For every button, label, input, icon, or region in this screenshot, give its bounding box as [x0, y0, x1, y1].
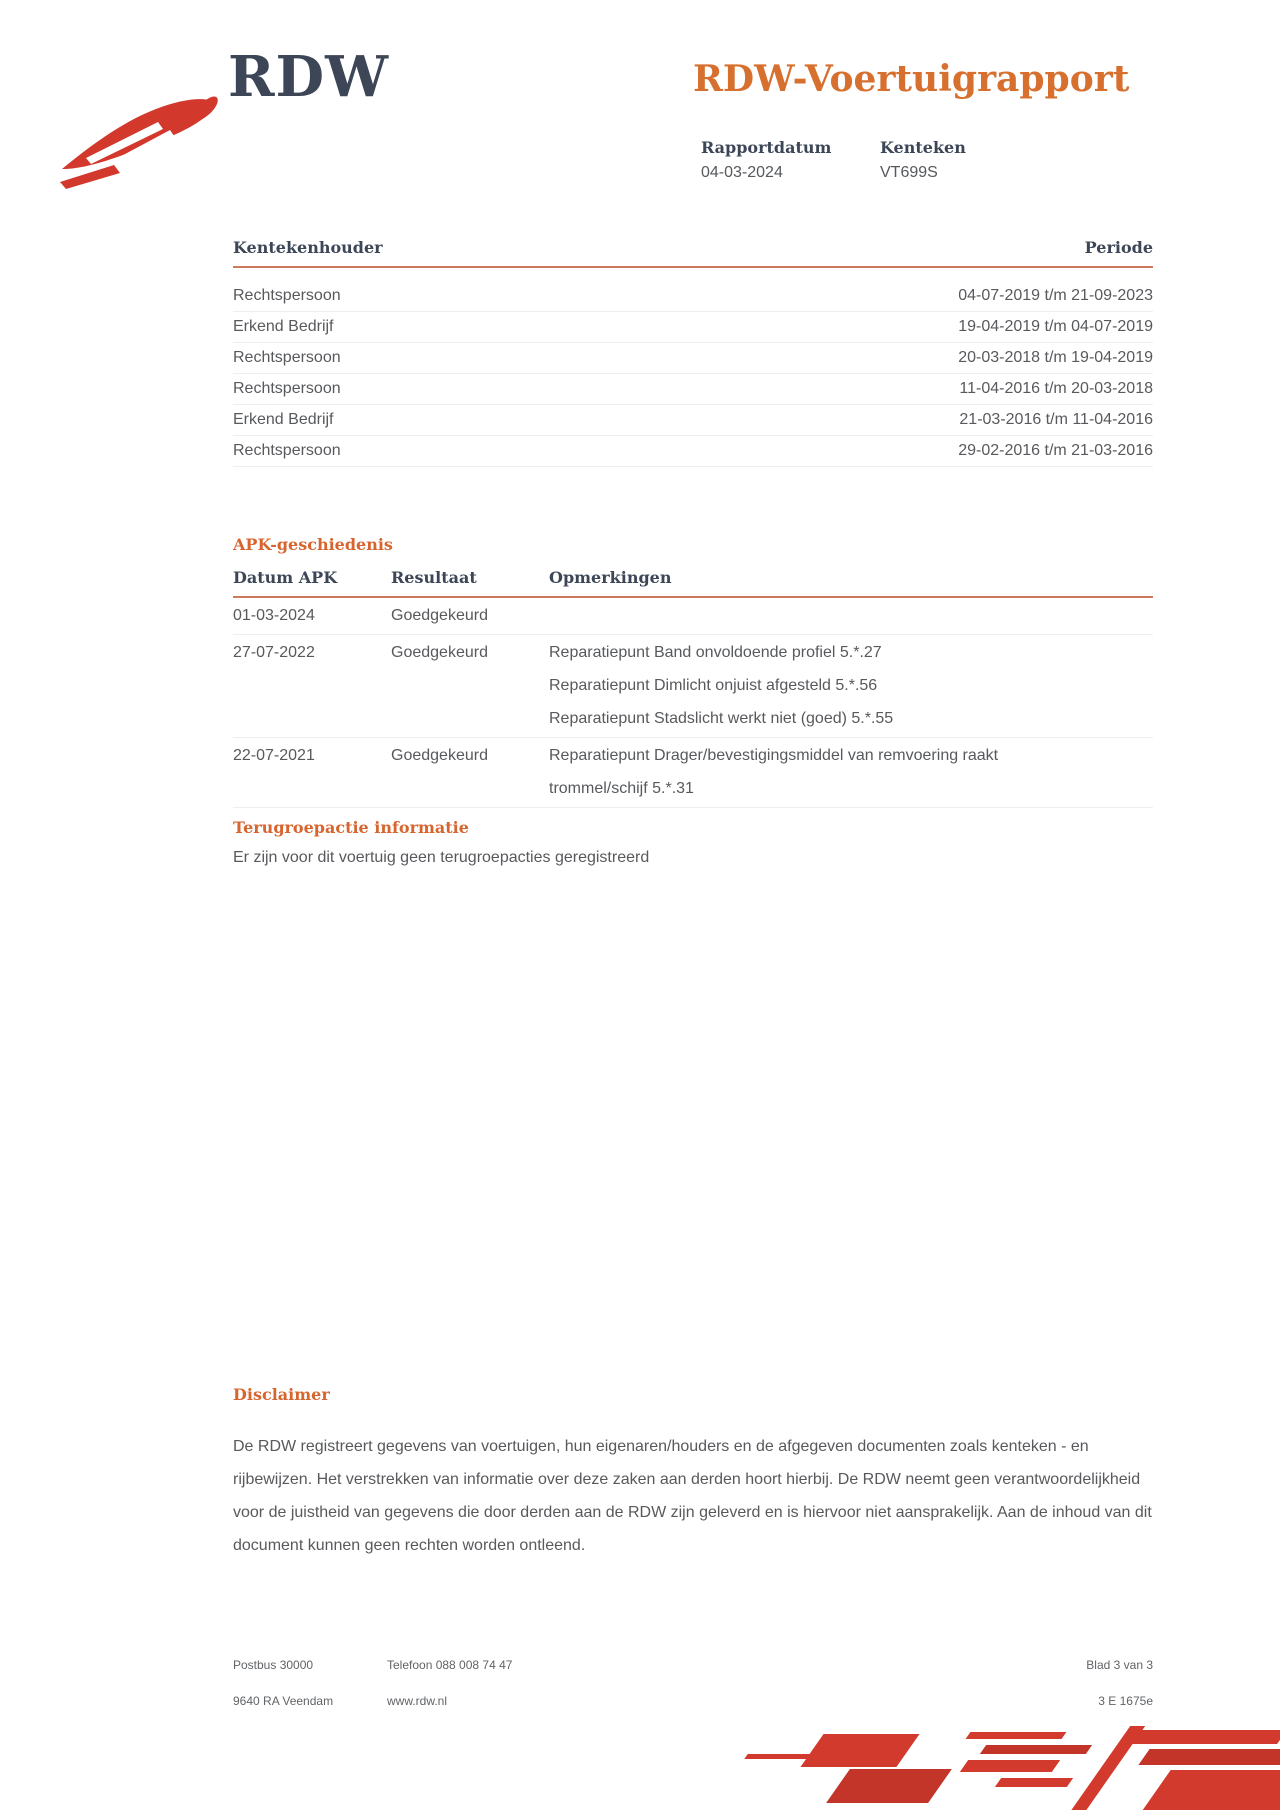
apk-history-section [233, 535, 1153, 808]
license-plate-value: VT699S [880, 164, 938, 181]
footer-page-number: Blad 3 van 3 [1086, 1658, 1153, 1672]
apk-date-cell: 27-07-2022 [233, 644, 315, 661]
disclaimer-section [233, 1385, 1153, 1562]
table-row [233, 343, 1153, 374]
recall-heading: Terugroepactie informatie [233, 818, 469, 837]
report-date-label: Rapportdatum [701, 138, 832, 157]
holder-cell: Rechtspersoon [233, 380, 341, 397]
holder-cell: Rechtspersoon [233, 287, 341, 304]
holder-cell: Rechtspersoon [233, 349, 341, 366]
period-cell: 04-07-2019 t/m 21-09-2023 [958, 287, 1153, 304]
holder-cell: Rechtspersoon [233, 442, 341, 459]
page-title: RDW-Voertuigrapport [693, 58, 1130, 100]
period-column-header: Periode [1084, 238, 1153, 257]
footer-row [233, 1658, 1153, 1672]
rdw-logo-wordmark: RDW [228, 44, 389, 110]
table-row [233, 436, 1153, 467]
apk-date-cell: 01-03-2024 [233, 607, 315, 624]
disclaimer-text: De RDW registreert gegevens van voertuigen, hun eigenaren/houders en de afgegeven documenten zoals kenteken - en rijbewijzen. Het verstrekken van informatie over deze zaken aan derden hoort hierbij. De RDW neemt geen verantwoordelijkheid voor de juistheid van gegevens die door derden aan de RDW zijn geleverd en is hiervoor niet aansprakelijk. Aan de inhoud van dit document kunnen geen rechten worden ontleend. [233, 1438, 1152, 1554]
rdw-wing-icon [56, 76, 226, 196]
license-plate-label: Kenteken [880, 138, 966, 157]
apk-section-heading: APK-geschiedenis [233, 535, 393, 554]
apk-result-cell: Goedgekeurd [391, 747, 488, 764]
apk-result-cell: Goedgekeurd [391, 644, 488, 661]
holder-cell: Erkend Bedrijf [233, 318, 334, 335]
table-row [233, 281, 1153, 312]
footer-address-line2: 9640 RA Veendam [233, 1694, 334, 1708]
holder-table-header [233, 238, 1153, 257]
remark-line: Reparatiepunt Dimlicht onjuist afgesteld 5.*.56 [549, 677, 878, 694]
table-row [233, 405, 1153, 436]
apk-table [233, 568, 1153, 808]
table-row [233, 312, 1153, 343]
period-cell: 29-02-2016 t/m 21-03-2016 [958, 442, 1153, 459]
remark-line: Reparatiepunt Stadslicht werkt niet (goed) 5.*.55 [549, 710, 894, 727]
table-row [233, 738, 1153, 808]
apk-table-header [233, 568, 1153, 598]
footer-address-line1: Postbus 30000 [233, 1658, 314, 1672]
section-rule [233, 266, 1153, 268]
footer-phone: Telefoon 088 008 74 47 [387, 1658, 513, 1672]
period-cell: 21-03-2016 t/m 11-04-2016 [959, 411, 1153, 428]
footer-row [233, 1694, 1153, 1708]
table-row [233, 374, 1153, 405]
apk-remarks-cell [549, 599, 1153, 632]
footer-doc-code: 3 E 1675e [1098, 1694, 1153, 1708]
page-footer [233, 1658, 1153, 1730]
footer-website: www.rdw.nl [387, 1694, 448, 1708]
holder-section [233, 238, 1153, 467]
holder-cell: Erkend Bedrijf [233, 411, 334, 428]
apk-result-cell: Goedgekeurd [391, 607, 488, 624]
period-cell: 19-04-2019 t/m 04-07-2019 [958, 318, 1153, 335]
apk-remarks-cell [549, 636, 1153, 735]
recall-section [233, 818, 1153, 867]
recall-text: Er zijn voor dit voertuig geen terugroepacties geregistreerd [233, 849, 650, 866]
apk-remarks-cell [549, 739, 1153, 805]
apk-date-cell: 22-07-2021 [233, 747, 315, 764]
holder-table-body [233, 281, 1153, 467]
apk-remarks-column-header: Opmerkingen [549, 568, 672, 587]
period-cell: 20-03-2018 t/m 19-04-2019 [958, 349, 1153, 366]
apk-result-column-header: Resultaat [391, 568, 477, 587]
rdw-speed-stripes-graphic [740, 1730, 1280, 1810]
table-row [233, 598, 1153, 635]
remark-line: Reparatiepunt Drager/bevestigingsmiddel van remvoering raakt trommel/schijf 5.*.31 [549, 747, 999, 797]
table-row [233, 635, 1153, 738]
report-date-value: 04-03-2024 [701, 164, 783, 181]
period-cell: 11-04-2016 t/m 20-03-2018 [959, 380, 1153, 397]
disclaimer-heading: Disclaimer [233, 1385, 330, 1404]
remark-line: Reparatiepunt Band onvoldoende profiel 5.*.27 [549, 644, 882, 661]
holder-column-header: Kentekenhouder [233, 238, 383, 257]
apk-date-column-header: Datum APK [233, 568, 338, 587]
